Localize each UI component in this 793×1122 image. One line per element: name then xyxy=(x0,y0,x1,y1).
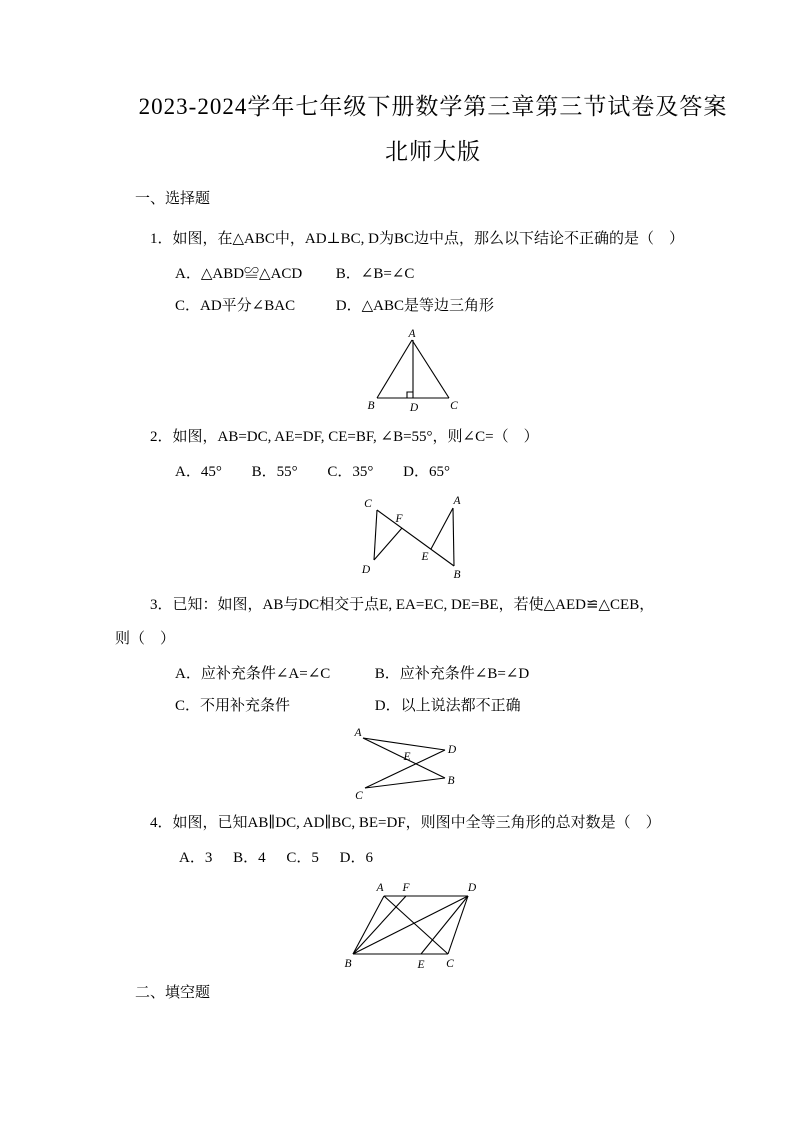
fig2-label-F: F xyxy=(395,513,403,525)
question-3-stem-line-2: 则（ ） xyxy=(115,631,176,647)
figure-2-wrapper xyxy=(357,494,673,582)
fig4-label-A: A xyxy=(376,882,384,894)
right-angle-mark xyxy=(407,392,413,398)
fig4-label-E: E xyxy=(417,959,425,971)
question-1-option-c: C．AD平分∠BAC xyxy=(175,298,296,314)
question-1-stem: 1．如图，在△ABC中，AD⊥BC, D为BC边中点，那么以下结论不正确的是（ ） xyxy=(150,231,685,247)
figure-3-bowtie-triangles xyxy=(345,726,460,802)
question-4-stem: 4．如图，已知AB∥DC, AD∥BC, BE=DF，则图中全等三角形的总对数是（ ） xyxy=(150,815,661,831)
question-1-option-a: A．△ABD≌△ACD xyxy=(175,266,303,282)
fig2-lines xyxy=(374,508,454,566)
fig2-label-C: C xyxy=(364,498,372,510)
fig4-label-D: D xyxy=(467,882,477,894)
section-heading-fill-blank: 二、填空题 xyxy=(135,985,211,1001)
question-4-option-a: A．3 xyxy=(179,850,213,866)
question-3-options-row-1 xyxy=(175,658,673,690)
question-4-options-row xyxy=(179,842,673,874)
fig1-lines xyxy=(377,340,449,398)
fig3-lines xyxy=(363,738,445,788)
fig2-label-A: A xyxy=(453,495,461,507)
fig1-label-B: B xyxy=(367,400,375,412)
figure-1-wrapper xyxy=(350,328,673,414)
fig1-label-A: A xyxy=(408,328,416,340)
question-2-options-row xyxy=(175,456,673,488)
question-4-option-d: D．6 xyxy=(339,850,373,866)
fig2-label-D: D xyxy=(361,564,371,576)
question-2-option-b: B．55° xyxy=(251,464,298,480)
fig1-label-D: D xyxy=(409,402,419,414)
question-2-stem: 2．如图，AB=DC, AE=DF, CE=BF, ∠B=55°，则∠C=（ ） xyxy=(150,429,539,445)
fig2-label-B: B xyxy=(453,569,461,581)
fig1-label-C: C xyxy=(450,400,458,412)
fig4-lines xyxy=(353,896,468,954)
document-title: 2023-2024学年七年级下册数学第三章第三节试卷及答案北师大版 xyxy=(138,94,728,164)
question-4-option-b: B．4 xyxy=(233,850,266,866)
section-heading-choice: 一、选择题 xyxy=(135,191,211,207)
question-1-option-b: B．∠B=∠C xyxy=(335,266,415,282)
figure-1-triangle-with-altitude xyxy=(350,328,470,414)
question-3-options-row-2 xyxy=(175,690,673,722)
figure-4-wrapper xyxy=(340,880,673,972)
question-3-option-b: B．应补充条件∠B=∠D xyxy=(374,666,530,682)
question-3-stem-line-1: 3．已知：如图，AB与DC相交于点E, EA=EC, DE=BE，若使△AED≌△CEB， xyxy=(150,597,655,613)
fig3-label-C: C xyxy=(355,790,363,802)
fig3-label-B: B xyxy=(447,775,455,787)
question-2-option-a: A．45° xyxy=(175,464,222,480)
figure-3-wrapper xyxy=(345,726,673,802)
fig3-label-A: A xyxy=(354,727,362,739)
question-1-option-d: D．△ABC是等边三角形 xyxy=(335,298,494,314)
question-3-option-c: C．不用补充条件 xyxy=(175,698,291,714)
fig2-label-E: E xyxy=(421,551,429,563)
fig3-label-E: E xyxy=(403,751,411,763)
question-1-options-row-1 xyxy=(175,258,673,290)
figure-2-two-triangles xyxy=(357,494,467,582)
question-4-option-c: C．5 xyxy=(286,850,319,866)
fig4-label-B: B xyxy=(344,958,352,970)
question-1-options-row-2 xyxy=(175,290,673,322)
fig4-label-C: C xyxy=(446,958,454,970)
question-3-option-a: A．应补充条件∠A=∠C xyxy=(175,666,331,682)
fig4-label-F: F xyxy=(402,882,410,894)
question-2-option-c: C．35° xyxy=(327,464,374,480)
figure-4-parallelogram xyxy=(340,880,480,972)
question-3-option-d: D．以上说法都不正确 xyxy=(374,698,521,714)
fig3-label-D: D xyxy=(447,744,457,756)
question-2-option-d: D．65° xyxy=(403,464,450,480)
